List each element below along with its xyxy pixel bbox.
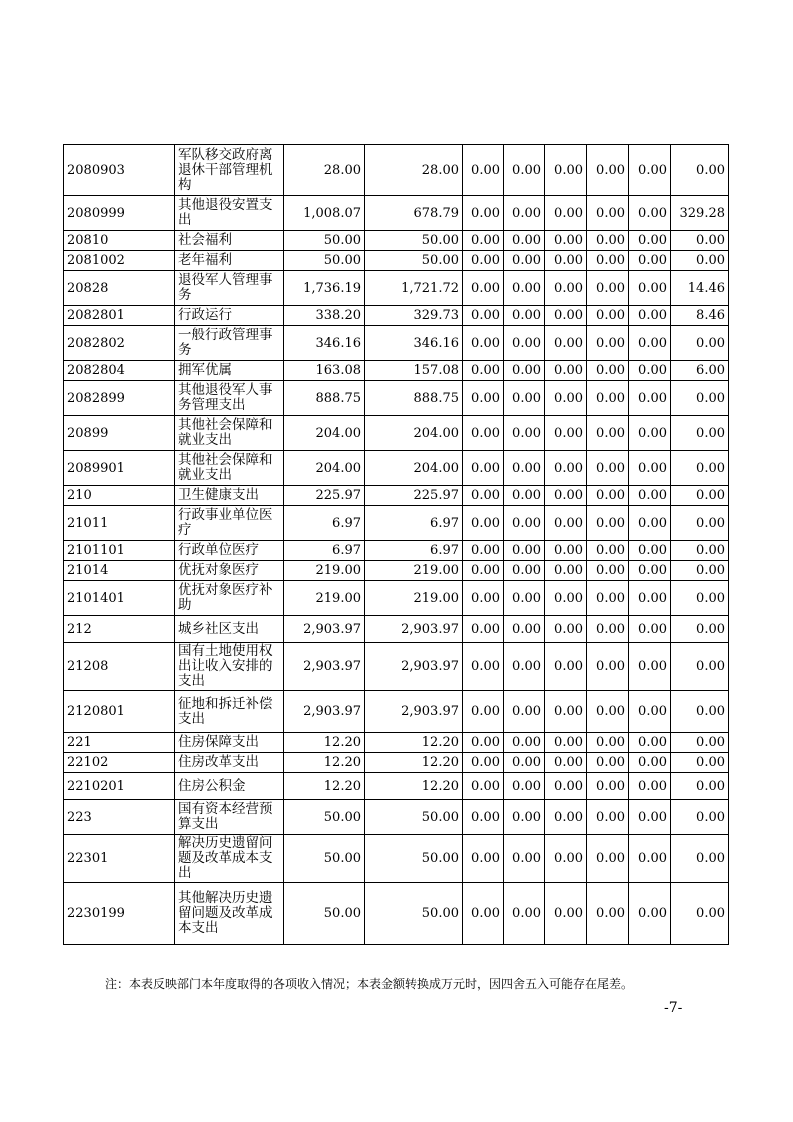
amount-cell: 204.00 <box>365 416 463 451</box>
amount-cell: 0.00 <box>629 451 671 486</box>
subject-name-cell: 其他退役军人事务管理支出 <box>175 381 284 416</box>
table-row <box>64 451 729 486</box>
amount-cell: 0.00 <box>545 416 587 451</box>
table-row <box>64 773 729 800</box>
amount-cell: 0.00 <box>629 643 671 691</box>
amount-cell: 0.00 <box>587 561 629 581</box>
amount-cell: 888.75 <box>284 381 365 416</box>
amount-cell: 0.00 <box>463 381 504 416</box>
amount-cell: 0.00 <box>504 800 545 835</box>
amount-cell: 0.00 <box>504 541 545 561</box>
subject-name-cell: 卫生健康支出 <box>175 486 284 506</box>
amount-cell: 0.00 <box>463 361 504 381</box>
amount-cell: 0.00 <box>629 416 671 451</box>
subject-code-cell: 2120801 <box>64 691 175 733</box>
subject-name-cell: 退役军人管理事务 <box>175 271 284 306</box>
amount-cell: 678.79 <box>365 196 463 231</box>
amount-cell: 0.00 <box>629 326 671 361</box>
amount-cell: 50.00 <box>284 883 365 945</box>
amount-cell: 0.00 <box>587 733 629 753</box>
subject-name-cell: 优抚对象医疗补助 <box>175 581 284 616</box>
amount-cell: 204.00 <box>284 451 365 486</box>
subject-name-cell: 行政运行 <box>175 306 284 326</box>
amount-cell: 50.00 <box>365 883 463 945</box>
subject-name-cell: 其他退役安置支出 <box>175 196 284 231</box>
subject-name-cell: 征地和拆迁补偿支出 <box>175 691 284 733</box>
subject-code-cell: 21208 <box>64 643 175 691</box>
amount-cell: 0.00 <box>545 541 587 561</box>
amount-cell: 0.00 <box>629 506 671 541</box>
amount-cell: 346.16 <box>284 326 365 361</box>
amount-cell: 0.00 <box>463 773 504 800</box>
amount-cell: 0.00 <box>504 616 545 643</box>
amount-cell: 346.16 <box>365 326 463 361</box>
subject-code-cell: 20810 <box>64 231 175 251</box>
subject-code-cell: 210 <box>64 486 175 506</box>
subject-code-cell: 21011 <box>64 506 175 541</box>
subject-name-cell: 解决历史遗留问题及改革成本支出 <box>175 835 284 883</box>
amount-cell: 0.00 <box>671 506 729 541</box>
amount-cell: 0.00 <box>504 196 545 231</box>
amount-cell: 0.00 <box>545 800 587 835</box>
amount-cell: 219.00 <box>365 561 463 581</box>
amount-cell: 0.00 <box>463 451 504 486</box>
amount-cell: 2,903.97 <box>365 643 463 691</box>
amount-cell: 0.00 <box>504 561 545 581</box>
table-row <box>64 561 729 581</box>
amount-cell: 0.00 <box>587 381 629 416</box>
table-row <box>64 381 729 416</box>
amount-cell: 0.00 <box>545 486 587 506</box>
table-row <box>64 306 729 326</box>
subject-name-cell: 其他解决历史遗留问题及改革成本支出 <box>175 883 284 945</box>
subject-code-cell: 2081002 <box>64 251 175 271</box>
subject-code-cell: 2080999 <box>64 196 175 231</box>
amount-cell: 0.00 <box>587 326 629 361</box>
amount-cell: 0.00 <box>671 643 729 691</box>
amount-cell: 0.00 <box>671 691 729 733</box>
subject-name-cell: 军队移交政府离退休干部管理机构 <box>175 145 284 196</box>
amount-cell: 0.00 <box>671 486 729 506</box>
page-number: -7- <box>664 1000 683 1016</box>
amount-cell: 0.00 <box>587 835 629 883</box>
table-row <box>64 800 729 835</box>
amount-cell: 0.00 <box>545 251 587 271</box>
amount-cell: 12.20 <box>284 773 365 800</box>
amount-cell: 0.00 <box>545 231 587 251</box>
subject-name-cell: 其他社会保障和就业支出 <box>175 416 284 451</box>
table-row <box>64 251 729 271</box>
amount-cell: 0.00 <box>463 416 504 451</box>
subject-code-cell: 21014 <box>64 561 175 581</box>
amount-cell: 157.08 <box>365 361 463 381</box>
amount-cell: 0.00 <box>587 800 629 835</box>
amount-cell: 0.00 <box>504 883 545 945</box>
amount-cell: 2,903.97 <box>284 616 365 643</box>
amount-cell: 0.00 <box>629 561 671 581</box>
amount-cell: 0.00 <box>545 561 587 581</box>
subject-code-cell: 2101401 <box>64 581 175 616</box>
amount-cell: 0.00 <box>545 733 587 753</box>
amount-cell: 0.00 <box>504 643 545 691</box>
subject-name-cell: 优抚对象医疗 <box>175 561 284 581</box>
amount-cell: 0.00 <box>587 581 629 616</box>
amount-cell: 12.20 <box>365 733 463 753</box>
table-row <box>64 271 729 306</box>
amount-cell: 219.00 <box>284 581 365 616</box>
amount-cell: 0.00 <box>545 691 587 733</box>
amount-cell: 28.00 <box>284 145 365 196</box>
amount-cell: 0.00 <box>671 835 729 883</box>
amount-cell: 0.00 <box>629 196 671 231</box>
amount-cell: 219.00 <box>365 581 463 616</box>
subject-code-cell: 212 <box>64 616 175 643</box>
amount-cell: 0.00 <box>504 486 545 506</box>
amount-cell: 0.00 <box>463 753 504 773</box>
amount-cell: 329.28 <box>671 196 729 231</box>
amount-cell: 2,903.97 <box>365 616 463 643</box>
subject-name-cell: 国有资本经营预算支出 <box>175 800 284 835</box>
amount-cell: 225.97 <box>365 486 463 506</box>
subject-code-cell: 2230199 <box>64 883 175 945</box>
amount-cell: 1,721.72 <box>365 271 463 306</box>
amount-cell: 0.00 <box>463 145 504 196</box>
amount-cell: 0.00 <box>671 616 729 643</box>
table-row <box>64 835 729 883</box>
subject-code-cell: 2210201 <box>64 773 175 800</box>
amount-cell: 0.00 <box>504 835 545 883</box>
table-row <box>64 883 729 945</box>
amount-cell: 0.00 <box>629 883 671 945</box>
amount-cell: 1,008.07 <box>284 196 365 231</box>
amount-cell: 0.00 <box>504 451 545 486</box>
amount-cell: 225.97 <box>284 486 365 506</box>
subject-code-cell: 2082802 <box>64 326 175 361</box>
amount-cell: 0.00 <box>629 616 671 643</box>
amount-cell: 0.00 <box>671 326 729 361</box>
amount-cell: 0.00 <box>504 271 545 306</box>
amount-cell: 0.00 <box>587 883 629 945</box>
amount-cell: 0.00 <box>629 361 671 381</box>
amount-cell: 14.46 <box>671 271 729 306</box>
amount-cell: 0.00 <box>463 271 504 306</box>
amount-cell: 0.00 <box>629 581 671 616</box>
amount-cell: 12.20 <box>365 773 463 800</box>
amount-cell: 329.73 <box>365 306 463 326</box>
amount-cell: 0.00 <box>587 753 629 773</box>
subject-code-cell: 2089901 <box>64 451 175 486</box>
amount-cell: 0.00 <box>545 326 587 361</box>
amount-cell: 0.00 <box>504 506 545 541</box>
amount-cell: 0.00 <box>671 451 729 486</box>
amount-cell: 50.00 <box>365 251 463 271</box>
amount-cell: 0.00 <box>587 506 629 541</box>
amount-cell: 0.00 <box>504 381 545 416</box>
amount-cell: 0.00 <box>587 361 629 381</box>
subject-name-cell: 国有土地使用权出让收入安排的支出 <box>175 643 284 691</box>
amount-cell: 0.00 <box>587 486 629 506</box>
amount-cell: 0.00 <box>504 691 545 733</box>
amount-cell: 0.00 <box>463 883 504 945</box>
table-row <box>64 486 729 506</box>
table-row <box>64 691 729 733</box>
amount-cell: 0.00 <box>671 416 729 451</box>
amount-cell: 0.00 <box>504 773 545 800</box>
amount-cell: 0.00 <box>545 306 587 326</box>
table-row <box>64 541 729 561</box>
amount-cell: 2,903.97 <box>284 643 365 691</box>
amount-cell: 0.00 <box>463 561 504 581</box>
amount-cell: 8.46 <box>671 306 729 326</box>
amount-cell: 0.00 <box>587 306 629 326</box>
amount-cell: 0.00 <box>629 306 671 326</box>
amount-cell: 0.00 <box>504 251 545 271</box>
subject-name-cell: 住房保障支出 <box>175 733 284 753</box>
amount-cell: 0.00 <box>545 883 587 945</box>
subject-name-cell: 其他社会保障和就业支出 <box>175 451 284 486</box>
subject-code-cell: 22102 <box>64 753 175 773</box>
amount-cell: 0.00 <box>587 231 629 251</box>
amount-cell: 0.00 <box>587 451 629 486</box>
amount-cell: 50.00 <box>284 231 365 251</box>
amount-cell: 204.00 <box>365 451 463 486</box>
amount-cell: 0.00 <box>587 773 629 800</box>
amount-cell: 0.00 <box>504 231 545 251</box>
amount-cell: 50.00 <box>284 835 365 883</box>
amount-cell: 12.20 <box>365 753 463 773</box>
amount-cell: 0.00 <box>587 145 629 196</box>
amount-cell: 0.00 <box>629 231 671 251</box>
amount-cell: 0.00 <box>463 581 504 616</box>
amount-cell: 0.00 <box>629 835 671 883</box>
amount-cell: 0.00 <box>629 773 671 800</box>
table-row <box>64 416 729 451</box>
amount-cell: 6.97 <box>284 541 365 561</box>
amount-cell: 338.20 <box>284 306 365 326</box>
amount-cell: 0.00 <box>629 733 671 753</box>
amount-cell: 0.00 <box>587 196 629 231</box>
subject-name-cell: 住房公积金 <box>175 773 284 800</box>
amount-cell: 0.00 <box>671 773 729 800</box>
amount-cell: 204.00 <box>284 416 365 451</box>
amount-cell: 6.97 <box>365 506 463 541</box>
amount-cell: 0.00 <box>671 581 729 616</box>
amount-cell: 0.00 <box>504 581 545 616</box>
subject-name-cell: 城乡社区支出 <box>175 616 284 643</box>
amount-cell: 0.00 <box>629 753 671 773</box>
amount-cell: 2,903.97 <box>284 691 365 733</box>
amount-cell: 0.00 <box>504 326 545 361</box>
amount-cell: 0.00 <box>671 883 729 945</box>
amount-cell: 0.00 <box>545 381 587 416</box>
amount-cell: 50.00 <box>365 231 463 251</box>
amount-cell: 0.00 <box>463 251 504 271</box>
amount-cell: 6.97 <box>284 506 365 541</box>
amount-cell: 50.00 <box>284 251 365 271</box>
amount-cell: 0.00 <box>629 381 671 416</box>
amount-cell: 1,736.19 <box>284 271 365 306</box>
subject-code-cell: 22301 <box>64 835 175 883</box>
amount-cell: 0.00 <box>463 486 504 506</box>
amount-cell: 888.75 <box>365 381 463 416</box>
amount-cell: 0.00 <box>463 541 504 561</box>
amount-cell: 0.00 <box>587 541 629 561</box>
table-row <box>64 616 729 643</box>
amount-cell: 0.00 <box>463 800 504 835</box>
amount-cell: 0.00 <box>545 643 587 691</box>
amount-cell: 0.00 <box>545 753 587 773</box>
amount-cell: 0.00 <box>587 643 629 691</box>
table-row <box>64 361 729 381</box>
amount-cell: 0.00 <box>671 231 729 251</box>
amount-cell: 0.00 <box>545 361 587 381</box>
table-row <box>64 733 729 753</box>
amount-cell: 163.08 <box>284 361 365 381</box>
table-row <box>64 326 729 361</box>
subject-name-cell: 住房改革支出 <box>175 753 284 773</box>
subject-code-cell: 221 <box>64 733 175 753</box>
subject-name-cell: 行政事业单位医疗 <box>175 506 284 541</box>
amount-cell: 6.97 <box>365 541 463 561</box>
subject-code-cell: 2080903 <box>64 145 175 196</box>
amount-cell: 0.00 <box>671 753 729 773</box>
table-row <box>64 145 729 196</box>
subject-name-cell: 老年福利 <box>175 251 284 271</box>
table-row <box>64 196 729 231</box>
amount-cell: 0.00 <box>671 381 729 416</box>
amount-cell: 0.00 <box>504 733 545 753</box>
subject-name-cell: 行政单位医疗 <box>175 541 284 561</box>
table-row <box>64 581 729 616</box>
subject-code-cell: 2082899 <box>64 381 175 416</box>
subject-code-cell: 2101101 <box>64 541 175 561</box>
amount-cell: 0.00 <box>504 416 545 451</box>
amount-cell: 0.00 <box>629 486 671 506</box>
amount-cell: 0.00 <box>587 416 629 451</box>
amount-cell: 0.00 <box>545 581 587 616</box>
amount-cell: 0.00 <box>671 251 729 271</box>
table-body <box>64 145 729 945</box>
amount-cell: 0.00 <box>587 271 629 306</box>
amount-cell: 0.00 <box>545 835 587 883</box>
table-row <box>64 753 729 773</box>
table-row <box>64 506 729 541</box>
amount-cell: 0.00 <box>463 231 504 251</box>
amount-cell: 0.00 <box>629 800 671 835</box>
amount-cell: 0.00 <box>463 616 504 643</box>
amount-cell: 0.00 <box>545 196 587 231</box>
subject-code-cell: 20899 <box>64 416 175 451</box>
amount-cell: 0.00 <box>671 145 729 196</box>
amount-cell: 6.00 <box>671 361 729 381</box>
subject-code-cell: 223 <box>64 800 175 835</box>
table-row <box>64 231 729 251</box>
amount-cell: 0.00 <box>463 196 504 231</box>
amount-cell: 0.00 <box>671 541 729 561</box>
subject-code-cell: 2082801 <box>64 306 175 326</box>
amount-cell: 12.20 <box>284 733 365 753</box>
amount-cell: 0.00 <box>629 251 671 271</box>
amount-cell: 0.00 <box>629 541 671 561</box>
amount-cell: 0.00 <box>587 691 629 733</box>
income-table <box>63 144 729 945</box>
amount-cell: 28.00 <box>365 145 463 196</box>
amount-cell: 0.00 <box>545 145 587 196</box>
amount-cell: 0.00 <box>463 506 504 541</box>
amount-cell: 0.00 <box>545 451 587 486</box>
amount-cell: 0.00 <box>629 271 671 306</box>
subject-code-cell: 2082804 <box>64 361 175 381</box>
subject-code-cell: 20828 <box>64 271 175 306</box>
amount-cell: 50.00 <box>365 835 463 883</box>
amount-cell: 12.20 <box>284 753 365 773</box>
amount-cell: 0.00 <box>463 691 504 733</box>
amount-cell: 0.00 <box>463 835 504 883</box>
amount-cell: 0.00 <box>671 800 729 835</box>
amount-cell: 0.00 <box>504 361 545 381</box>
subject-name-cell: 一般行政管理事务 <box>175 326 284 361</box>
amount-cell: 0.00 <box>671 733 729 753</box>
amount-cell: 0.00 <box>463 326 504 361</box>
amount-cell: 0.00 <box>629 691 671 733</box>
amount-cell: 0.00 <box>629 145 671 196</box>
subject-name-cell: 拥军优属 <box>175 361 284 381</box>
amount-cell: 0.00 <box>504 753 545 773</box>
amount-cell: 50.00 <box>365 800 463 835</box>
amount-cell: 0.00 <box>587 251 629 271</box>
subject-name-cell: 社会福利 <box>175 231 284 251</box>
amount-cell: 0.00 <box>545 773 587 800</box>
amount-cell: 0.00 <box>463 733 504 753</box>
table-footnote: 注：本表反映部门本年度取得的各项收入情况；本表金额转换成万元时，因四舍五入可能存在尾差。 <box>105 977 634 991</box>
amount-cell: 0.00 <box>545 616 587 643</box>
amount-cell: 0.00 <box>545 506 587 541</box>
amount-cell: 2,903.97 <box>365 691 463 733</box>
amount-cell: 0.00 <box>504 306 545 326</box>
amount-cell: 0.00 <box>504 145 545 196</box>
amount-cell: 219.00 <box>284 561 365 581</box>
amount-cell: 0.00 <box>587 616 629 643</box>
amount-cell: 50.00 <box>284 800 365 835</box>
amount-cell: 0.00 <box>463 306 504 326</box>
amount-cell: 0.00 <box>545 271 587 306</box>
amount-cell: 0.00 <box>671 561 729 581</box>
amount-cell: 0.00 <box>463 643 504 691</box>
table-row <box>64 643 729 691</box>
